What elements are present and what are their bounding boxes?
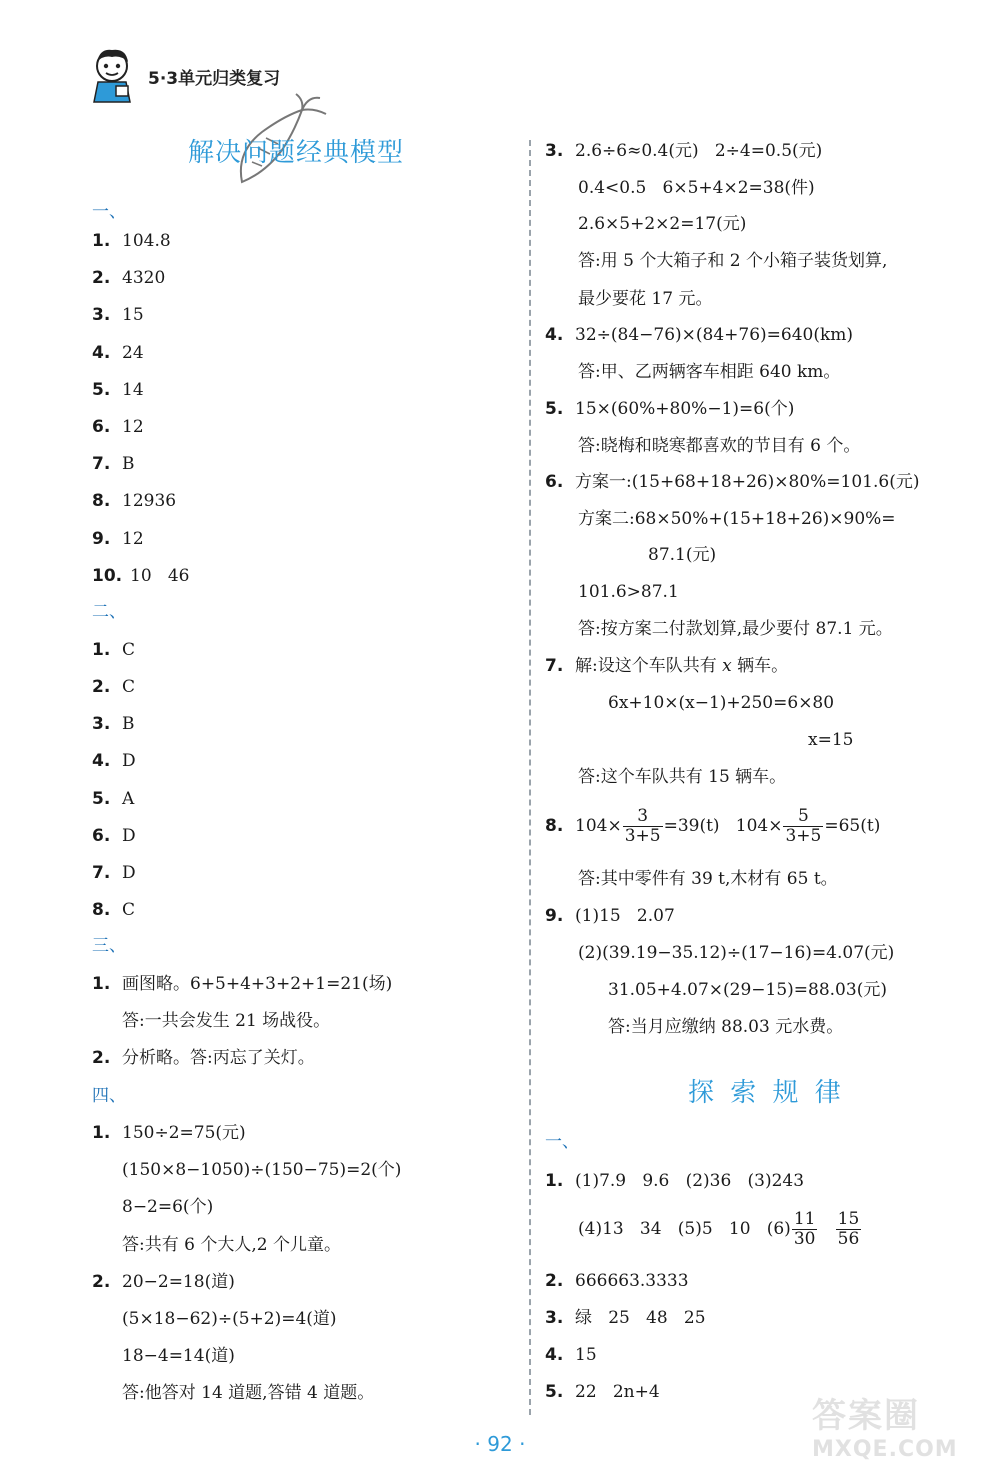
answer-line: 答:他答对 14 道题,答错 4 道题。 [122, 1383, 375, 1403]
answer-line: 87.1(元) [648, 545, 717, 565]
answer-text: B [122, 714, 135, 734]
answer-line: 方案二:68×50%+(15+18+26)×90%= [578, 509, 896, 529]
answer-text: 12 [122, 529, 144, 549]
answer-line: 31.05+4.07×(29−15)=88.03(元) [608, 980, 887, 1000]
column-divider [529, 140, 531, 1415]
answer-line: 答:用 5 个大箱子和 2 个小箱子装货划算, [578, 251, 888, 271]
answer-line: 答:甲、乙两辆客车相距 640 km。 [578, 362, 841, 382]
fraction-denominator: 3+5 [785, 826, 822, 846]
question-number: 2. [545, 1271, 564, 1291]
question-number: 6. [545, 472, 564, 492]
question-number: 9. [92, 529, 111, 549]
question-number: 8. [92, 491, 111, 511]
answer-text: 12 [122, 417, 144, 437]
answer-line: 最少要花 17 元。 [578, 289, 713, 309]
answer-line: 答:当月应缴纳 88.03 元水费。 [608, 1017, 844, 1037]
answer-text: 绿 25 48 25 [575, 1308, 706, 1328]
question-number: 5. [92, 380, 111, 400]
fraction-denominator: 30 [793, 1229, 816, 1249]
variable-x: x [722, 656, 732, 676]
section-heading-4: 四、 [92, 1086, 126, 1106]
answer-text [575, 803, 880, 849]
answer-text: 15 [122, 305, 144, 325]
question-number: 7. [545, 656, 564, 676]
answer-text-part: =65(t) [824, 816, 881, 836]
answer-line: 答:按方案二付款划算,最少要付 87.1 元。 [578, 619, 893, 639]
question-number: 1. [92, 640, 111, 660]
answer-text: 666663.3333 [575, 1271, 689, 1291]
answer-line: 101.6>87.1 [578, 582, 679, 602]
answer-text: (1)15 2.07 [575, 906, 675, 926]
question-number: 10. [92, 566, 123, 586]
question-number: 2. [92, 1272, 111, 1292]
answer-line: 18−4=14(道) [122, 1346, 235, 1366]
question-number: 1. [92, 231, 111, 251]
answer-text: 150÷2=75(元) [122, 1123, 246, 1143]
section-heading-right-1: 一、 [545, 1132, 579, 1152]
watermark-logo [812, 1388, 992, 1478]
question-number: 8. [545, 816, 564, 836]
answer-text: B [122, 454, 135, 474]
question-number: 2. [92, 677, 111, 697]
question-number: 3. [92, 305, 111, 325]
answer-text: (1)7.9 9.6 (2)36 (3)243 [575, 1171, 805, 1191]
fraction-numerator: 15 [837, 1209, 860, 1230]
answer-text: 方案一:(15+68+18+26)×80%=101.6(元) [575, 472, 920, 492]
answer-text: 20−2=18(道) [122, 1272, 235, 1292]
question-number: 4. [545, 1345, 564, 1365]
question-number: 5. [545, 1382, 564, 1402]
question-number: 5. [92, 789, 111, 809]
section-heading-1: 一、 [92, 202, 126, 222]
answer-text: C [122, 677, 136, 697]
answer-text: C [122, 640, 136, 660]
answer-text: 24 [122, 343, 144, 363]
question-number: 2. [92, 1048, 111, 1068]
page-number: · 92 · [474, 1432, 526, 1456]
question-number: 1. [92, 974, 111, 994]
fraction-numerator: 3 [623, 807, 663, 827]
answer-line: 答:晓梅和晓寒都喜欢的节目有 6 个。 [578, 436, 861, 456]
question-number: 6. [92, 417, 111, 437]
answer-text-part: 辆车。 [731, 656, 789, 676]
answer-line: 答:这个车队共有 15 辆车。 [578, 767, 787, 787]
answer-text: 12936 [122, 491, 177, 511]
answer-text: D [122, 826, 136, 846]
answer-text: 32÷(84−76)×(84+76)=640(km) [575, 325, 854, 345]
answer-line: 答:共有 6 个大人,2 个儿童。 [122, 1235, 341, 1255]
answer-text: 104.8 [122, 231, 171, 251]
question-number: 4. [92, 751, 111, 771]
answer-text: D [122, 863, 136, 883]
question-number: 1. [92, 1123, 111, 1143]
fraction-denominator: 3+5 [624, 826, 661, 846]
answer-text-part: 104× [575, 816, 622, 836]
question-number: 3. [545, 1308, 564, 1328]
answer-text-part: (4)13 34 (5)5 10 (6) [578, 1219, 791, 1239]
answer-text: 4320 [122, 268, 166, 288]
answer-line: (5×18−62)÷(5+2)=4(道) [122, 1309, 337, 1329]
answer-text: 22 2n+4 [575, 1382, 660, 1402]
fraction-numerator: 5 [783, 807, 823, 827]
answer-text: 画图略。6+5+4+3+2+1=21(场) [122, 974, 393, 994]
question-number: 3. [545, 141, 564, 161]
section-heading-3: 三、 [92, 936, 126, 956]
question-number: 1. [545, 1171, 564, 1191]
question-number: 3. [92, 714, 111, 734]
answer-text: 15 [575, 1345, 597, 1365]
question-number: 8. [92, 900, 111, 920]
answer-text: 分析略。答:丙忘了关灯。 [122, 1048, 315, 1068]
question-number: 4. [92, 343, 111, 363]
fraction [836, 1210, 862, 1248]
section-heading-2: 二、 [92, 602, 126, 622]
question-number: 2. [92, 268, 111, 288]
fraction [783, 807, 823, 845]
left-section-title: 解决问题经典模型 [188, 138, 405, 168]
equation-line: x=15 [808, 730, 854, 750]
answer-text-part: 解:设这个车队共有 [575, 656, 723, 676]
fraction [623, 807, 663, 845]
answer-text [575, 651, 788, 681]
answer-line: 2.6×5+2×2=17(元) [578, 214, 747, 234]
question-number: 9. [545, 906, 564, 926]
question-number: 5. [545, 399, 564, 419]
header-title: 5·3单元归类复习 [148, 69, 281, 89]
equation-line: 6x+10×(x−1)+250=6×80 [608, 693, 835, 713]
watermark-line2: MXQE.COM [812, 1437, 958, 1462]
answer-line [578, 1206, 862, 1252]
right-section-title: 探 索 规 律 [688, 1078, 845, 1108]
boy-mascot-icon [88, 46, 136, 104]
answer-text: 15×(60%+80%−1)=6(个) [575, 399, 795, 419]
question-number: 7. [92, 454, 111, 474]
fraction-denominator: 56 [837, 1229, 860, 1249]
answer-line: 答:一共会发生 21 场战役。 [122, 1011, 331, 1031]
answer-text: A [122, 789, 135, 809]
answer-text: 2.6÷6≈0.4(元) 2÷4=0.5(元) [575, 141, 823, 161]
answer-line: 0.4<0.5 6×5+4×2=38(件) [578, 178, 815, 198]
answer-line: (150×8−1050)÷(150−75)=2(个) [122, 1160, 402, 1180]
answer-text: 14 [122, 380, 144, 400]
answer-line: 8−2=6(个) [122, 1197, 214, 1217]
answer-line: (2)(39.19−35.12)÷(17−16)=4.07(元) [578, 943, 895, 963]
answer-line: 答:其中零件有 39 t,木材有 65 t。 [578, 869, 838, 889]
answer-text-part: =39(t) 104× [663, 816, 783, 836]
fraction [792, 1210, 818, 1248]
question-number: 4. [545, 325, 564, 345]
answer-text: D [122, 751, 136, 771]
answer-text: C [122, 900, 136, 920]
question-number: 6. [92, 826, 111, 846]
question-number: 7. [92, 863, 111, 883]
answer-text: 10 46 [130, 566, 190, 586]
watermark-line1: 答案圈 [812, 1396, 920, 1436]
fraction-numerator: 11 [793, 1209, 816, 1230]
